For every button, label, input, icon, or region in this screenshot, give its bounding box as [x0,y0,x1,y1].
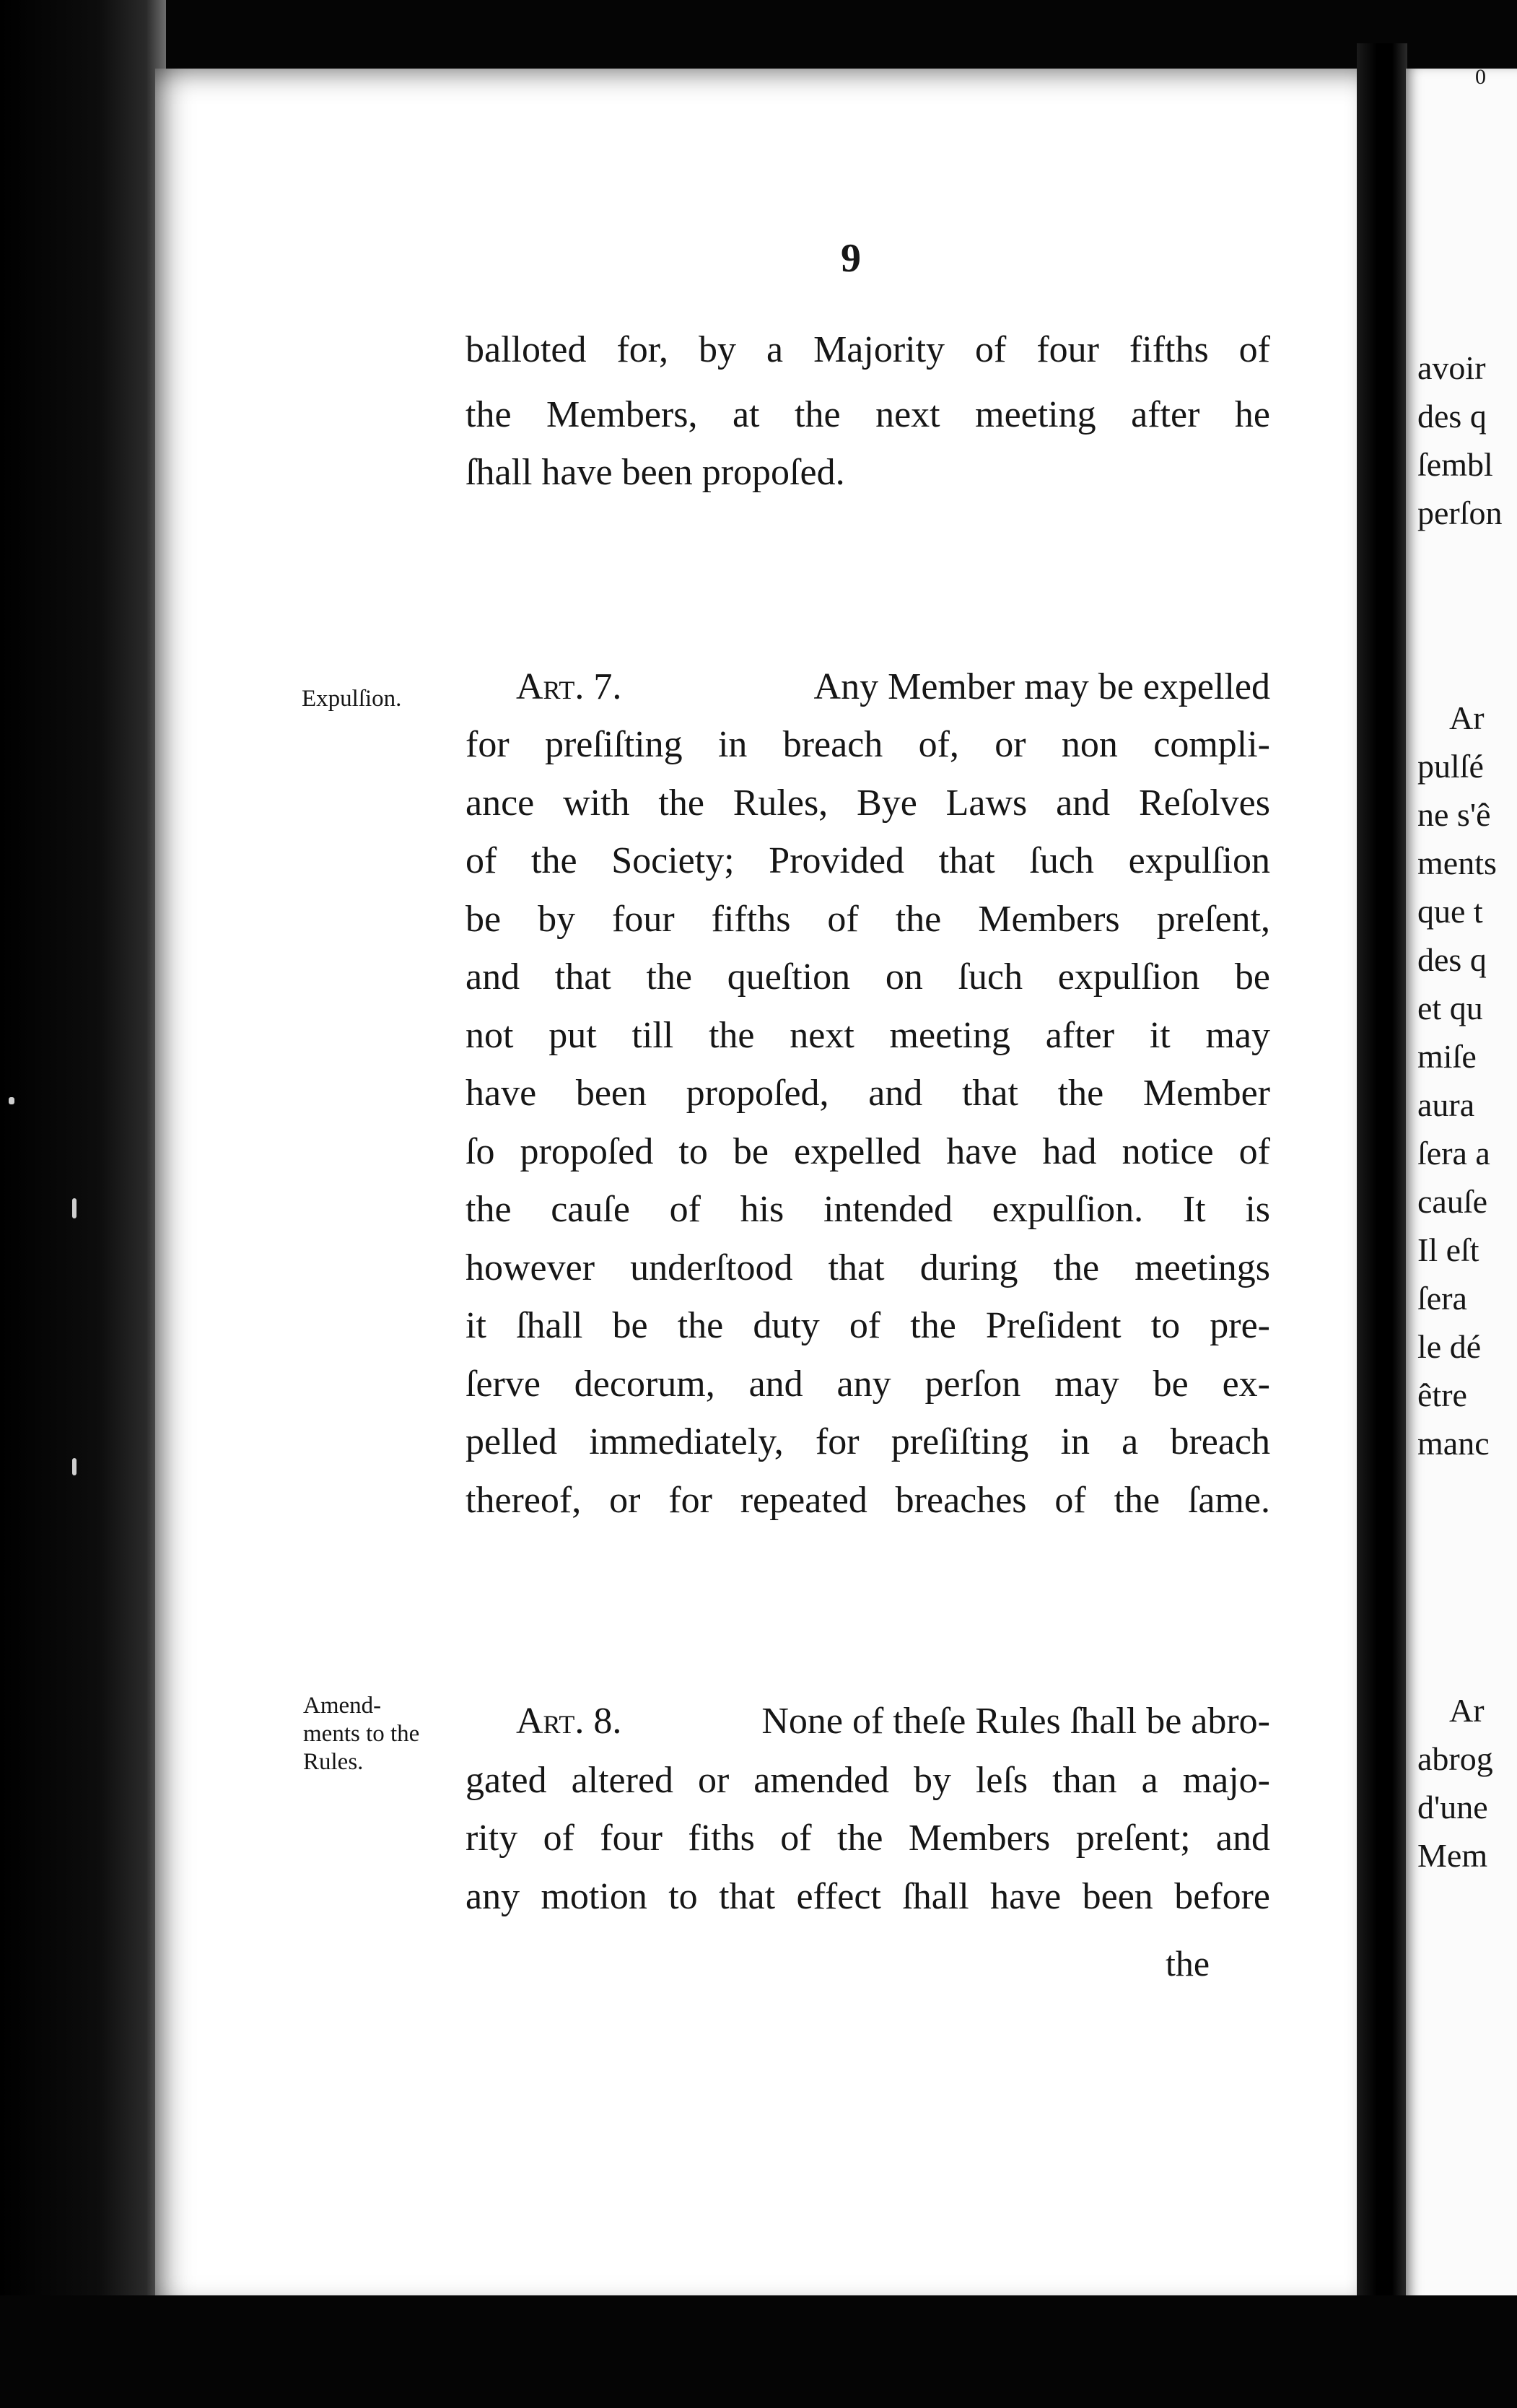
page-number: 9 [841,236,861,281]
scan-dust-speck [72,1458,76,1475]
facing-page [1406,69,1517,2313]
facing-line: Ar [1449,699,1485,736]
text-line: the cauſe of his intended expulſion. It is [465,1189,1270,1230]
facing-line: pulſé [1417,748,1484,785]
text-line: balloted for, by a Majority of four fifths of [465,329,1270,370]
facing-line: manc [1417,1425,1490,1462]
facing-page-mark: 0 [1475,69,1486,89]
facing-line: et qu [1417,990,1483,1026]
text-line: thereof, or for repeated breaches of the ſame. [465,1480,1270,1521]
text-line: Any Member may be expelled [813,666,1270,707]
text-line: any motion to that effect ſhall have been before [465,1876,1270,1917]
text-line: ſerve decorum, and any perſon may be ex- [465,1364,1270,1405]
facing-line: ne s'ê [1417,796,1491,833]
facing-line: miſe [1417,1038,1477,1075]
facing-line: des q [1417,398,1487,435]
text-line: be by four fifths of the Members preſent, [465,899,1270,940]
scan-dust-speck [72,1198,76,1218]
facing-line: Il eſt [1417,1231,1479,1268]
side-note-amendments: ments to the [303,1721,420,1747]
text-line: and that the queſtion on ſuch expulſion be [465,956,1270,998]
facing-line: perſon [1417,494,1503,531]
text-line: ſhall have been propoſed. [465,452,845,493]
facing-line: cauſe [1417,1183,1488,1220]
side-note-amendments: Rules. [303,1749,364,1775]
side-note-amendments: Amend- [303,1693,382,1719]
article-7-first-line [465,658,1270,716]
catchword: the [1166,1943,1210,1984]
text-line: None of theſe Rules ſhall be abro- [761,1701,1270,1742]
facing-line: Ar [1449,1692,1485,1729]
text-line: of the Society; Provided that ſuch expulſion [465,840,1270,881]
book-gutter [1357,43,1407,2353]
text-line: it ſhall be the duty of the Preſident to pre- [465,1305,1270,1346]
facing-line: ſembl [1417,446,1493,483]
facing-line: abrog [1417,1740,1493,1777]
text-line: ance with the Rules, Bye Laws and Reſolves [465,782,1270,824]
article-7-heading: Art. 7. [516,666,622,707]
text-line: rity of four fiths of the Members preſent; and [465,1818,1270,1859]
facing-line: ſera a [1417,1135,1490,1172]
facing-line: ments [1417,845,1497,881]
facing-line: que t [1417,893,1483,930]
scanner-border-left [0,0,166,2408]
facing-line: des q [1417,941,1487,978]
article-8-heading: Art. 8. [516,1701,622,1742]
facing-line: être [1417,1377,1467,1413]
text-line: have been propoſed, and that the Member [465,1073,1270,1114]
text-line: not put till the next meeting after it may [465,1015,1270,1056]
facing-line: Mem [1417,1837,1488,1874]
text-line: the Members, at the next meeting after he [465,394,1270,435]
facing-line: le dé [1417,1328,1482,1365]
facing-line: aura [1417,1086,1475,1123]
text-line: pelled immediately, for preſiſting in a breach [465,1421,1270,1462]
text-line: gated altered or amended by leſs than a majo- [465,1760,1270,1801]
text-line: ſo propoſed to be expelled have had notice of [465,1131,1270,1172]
side-note-expulsion: Expulſion. [302,686,402,712]
text-line: for preſiſting in breach of, or non compli- [465,724,1270,765]
scan-dust-speck [9,1097,14,1104]
scanner-border-bottom [0,2295,1517,2408]
facing-line: d'une [1417,1789,1488,1825]
facing-line: avoir [1417,349,1486,386]
text-line: however underſtood that during the meetings [465,1247,1270,1288]
facing-line: ſera [1417,1280,1467,1317]
article-8-first-line [465,1693,1270,1750]
